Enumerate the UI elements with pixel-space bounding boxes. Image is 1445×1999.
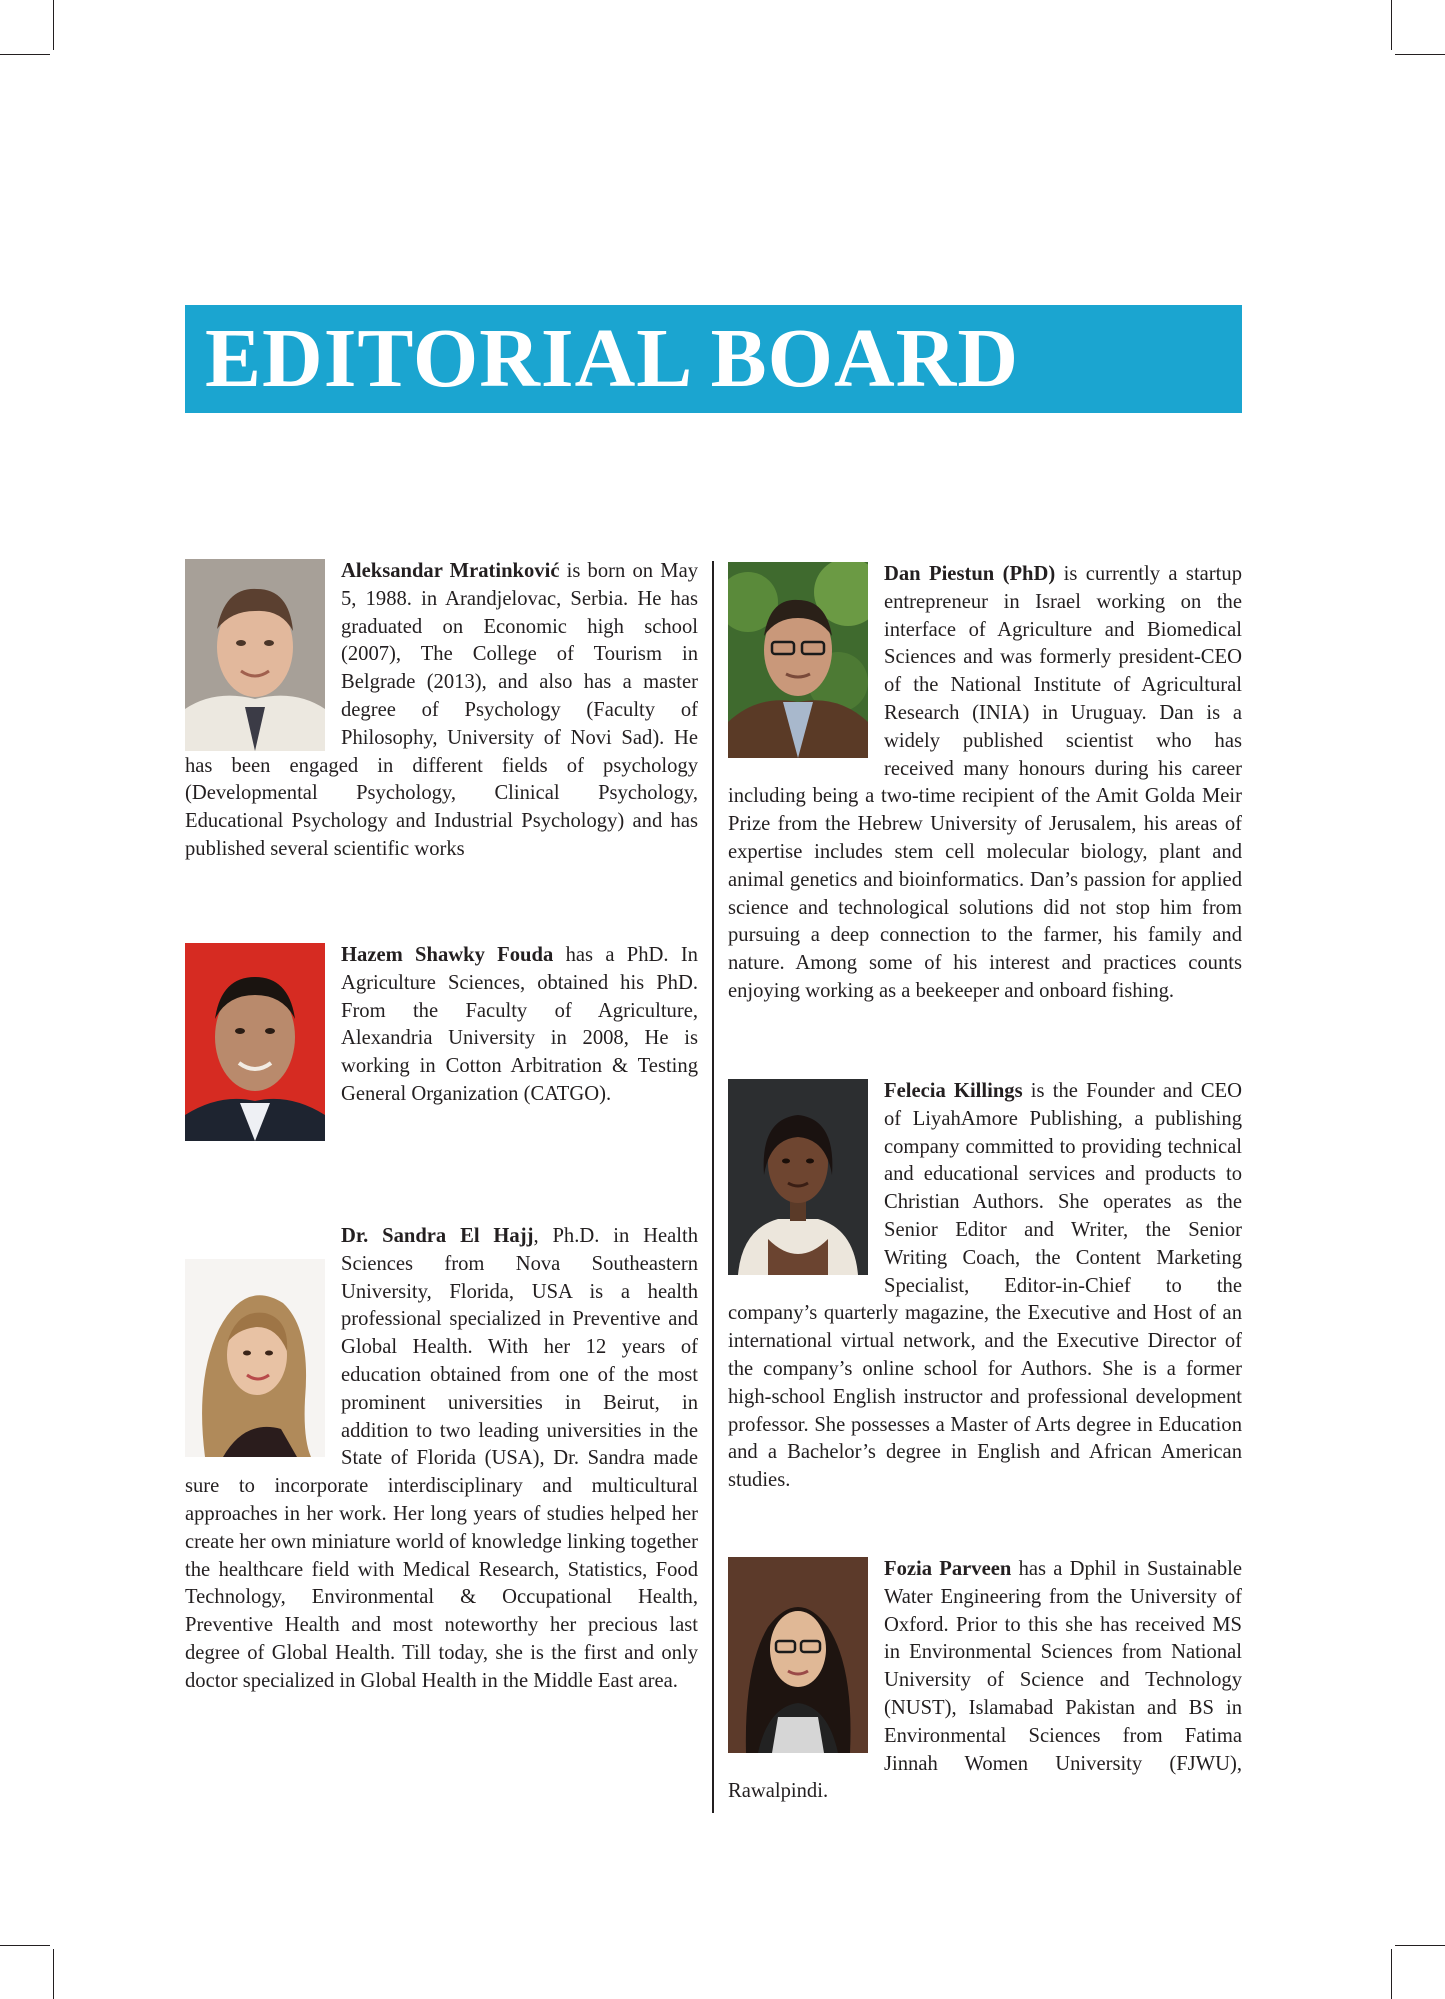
member-name: Dr. Sandra El Hajj	[341, 1225, 534, 1247]
member-bio-text: is currently a startup entrepreneur in Israel working on the interface of Agriculture and Biomedical Sciences and was formerly president-CEO of the National Institute of Agricultural Research (INIA) in Uruguay. Dan is a widely published scientist who has received many honours during his career including being a two-time recipient of the Amit Golda Meir Prize from the Hebrew University of Jerusalem, his areas of expertise includes stem cell molecular biology, plant and animal genetics and bioinformatics. Dan’s passion for applied science and technological solutions did not stop him from pursuing a deep connection to the farmer, his family and nature. Among some of his interest and practices counts enjoying working as a beekeeper and onboard fishing.	[728, 563, 1242, 1002]
member-photo	[728, 1557, 868, 1753]
title-banner	[185, 305, 1242, 413]
board-member-entry	[185, 558, 698, 864]
member-bio-text: has a PhD. In Agriculture Sciences, obtained his PhD. From the Faculty of Agriculture, Alexandria University in 2008, He is working in Cotton Arbitration & Testing General Organization (CATGO).	[341, 944, 698, 1105]
crop-mark	[0, 1945, 50, 1946]
member-bio-text: has a Dphil in Sustainable Water Engineering from the University of Oxford. Prior to this she has received MS in Environmental Sciences from National University of Science and Technology (NUST), Islamabad Pakistan and BS in Environmental Sciences from Fatima Jinnah Women University (FJWU), Rawalpindi.	[728, 1558, 1242, 1803]
member-name: Dan Piestun (PhD)	[884, 563, 1056, 585]
crop-mark	[53, 1949, 54, 1999]
member-photo	[728, 562, 868, 758]
crop-mark	[0, 54, 50, 55]
column-divider	[712, 561, 714, 1813]
crop-mark	[1391, 1949, 1392, 1999]
crop-mark	[1395, 54, 1445, 55]
member-name: Aleksandar Mratinković	[341, 560, 560, 582]
board-member-entry	[728, 1556, 1242, 1806]
crop-mark	[1391, 0, 1392, 50]
member-name: Felecia Killings	[884, 1080, 1023, 1102]
member-bio-text: is the Founder and CEO of LiyahAmore Publishing, a publishing company committed to providing technical and educational services and products to Christian Authors. She operates as the Senior Editor and Writer, the Senior Writing Coach, the Content Marketing Specialist, Editor-in-Chief to the company’s quarterly magazine, the Executive and Host of an international virtual network, and the Executive Director of the company’s online school for Authors. She is a former high-school English instructor and professional development professor. She possesses a Master of Arts degree in Education and a Bachelor’s degree in English and African American studies.	[728, 1080, 1243, 1492]
board-member-entry	[185, 1223, 698, 1696]
member-photo	[185, 1259, 325, 1457]
member-bio-text: , Ph.D. in Health Sciences from Nova Southeastern University, Florida, USA is a health professional specialized in Preventive and Global Health. With her 12 years of education obtained from one of the most prominent universities in Beirut, in addition to two leading universities in the State of Florida (USA), Dr. Sandra made sure to incorporate interdisciplinary and multicultural approaches in her work. Her long years of studies helped her create her own miniature world of knowledge linking together the healthcare field with Medical Research, Statistics, Food Technology, Environmental & Occupational Health, Preventive Health and most noteworthy her precious last degree of Global Health. Till today, she is the first and only doctor specialized in Global Health in the Middle East area.	[185, 1225, 698, 1692]
member-name: Hazem Shawky Fouda	[341, 944, 554, 966]
crop-mark	[1395, 1945, 1445, 1946]
page-title: EDITORIAL BOARD	[205, 312, 1019, 405]
board-member-entry	[728, 561, 1242, 1006]
member-photo	[185, 943, 325, 1141]
member-photo	[728, 1079, 868, 1275]
crop-mark	[53, 0, 54, 50]
board-member-entry	[728, 1078, 1242, 1495]
member-name: Fozia Parveen	[884, 1558, 1012, 1580]
member-photo	[185, 559, 325, 751]
board-member-entry	[185, 942, 698, 1141]
member-bio-text: is born on May 5, 1988. in Arandjelovac, Serbia. He has graduated on Economic high school (2007), The College of Tourism in Belgrade (2013), and also has a master degree of Psychology (Faculty of Philosophy, University of Novi Sad). He has been engaged in different fields of psychology (Developmental Psychology, Clinical Psychology, Educational Psychology and Industrial Psychology) and has published several scientific works	[185, 560, 699, 860]
